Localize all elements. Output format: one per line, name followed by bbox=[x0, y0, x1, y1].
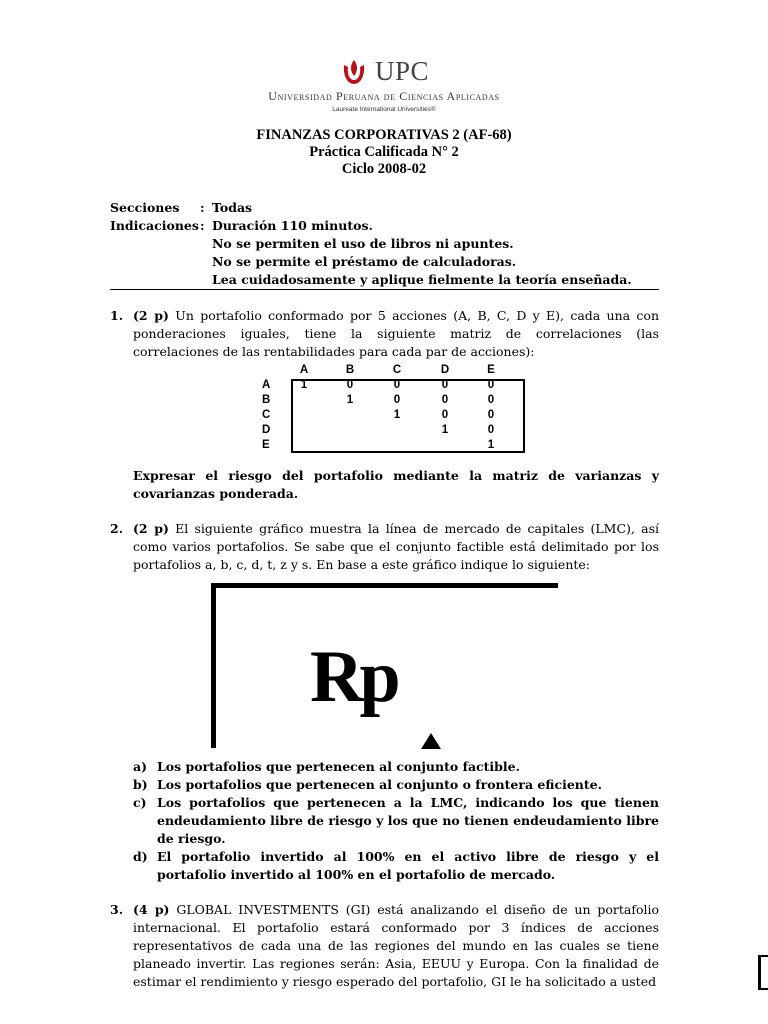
matrix-cell: 0 bbox=[346, 379, 354, 391]
question-points: (4 p) bbox=[133, 902, 170, 917]
secciones-label: Secciones bbox=[110, 200, 180, 215]
question-text: El siguiente gráfico muestra la línea de mercado de capitales (LMC), así como varios portafolios. Se sabe que el conjunto factible está delimitado por los portafolios a, b, c, d, t, z y s. En base a este gráfico indique lo siguiente: bbox=[133, 521, 660, 572]
matrix-column-header: B bbox=[345, 364, 355, 376]
list-item: c) Los portafolios que pertenecen a la LMC, indicando los que tienen endeudamiento libre de riesgo y los que no tienen endeudamiento libre de riesgo. bbox=[133, 795, 659, 846]
question-number: 2. bbox=[110, 521, 124, 536]
question-points: (2 p) bbox=[133, 308, 169, 323]
list-item: a) Los portafolios que pertenecen al conjunto factible. bbox=[133, 759, 520, 774]
exam-info: Secciones : Todas Indicaciones : Duración 110 minutos. No se permiten el uso de libros ni apuntes. No se permite el préstamo de calculadoras. Lea cuidadosamente y aplique fielmente la teoría enseñada. bbox=[110, 200, 632, 287]
matrix-cell: 0 bbox=[441, 394, 449, 406]
indicacion-line: Lea cuidadosamente y aplique fielmente la teoría enseñada. bbox=[212, 272, 632, 287]
secciones-value: Todas bbox=[212, 200, 253, 215]
question-2 bbox=[110, 520, 659, 574]
matrix-row-header: E bbox=[262, 439, 270, 451]
question-1-instruction: Expresar el riesgo del portafolio mediante la matriz de varianzas y covarianzas ponderada. bbox=[133, 468, 659, 501]
matrix-cell: 1 bbox=[393, 409, 401, 421]
upc-emblem-icon bbox=[339, 57, 369, 87]
matrix-cell: 0 bbox=[487, 409, 495, 421]
matrix-cell: 0 bbox=[487, 424, 495, 436]
matrix-row-header: D bbox=[262, 424, 271, 436]
matrix-row-header: C bbox=[262, 409, 271, 421]
matrix-column-header: D bbox=[440, 364, 450, 376]
indicaciones-label: Indicaciones bbox=[110, 218, 199, 233]
matrix-cell: 0 bbox=[393, 394, 401, 406]
question-text: GLOBAL INVESTMENTS (GI) está analizando el diseño de un portafolio internacional. El portafolio estará conformado por 3 índices de acciones representativos de cada una de las regiones del mundo en las cuales se tiene planeado invertir. Las regiones serán: Asia, EEUU y Europa. Con la finalidad de estimar el rendimiento y riesgo esperado del portafolio, GI le ha solicitado a usted bbox=[133, 902, 660, 989]
matrix-cell: 0 bbox=[441, 379, 449, 391]
question-points: (2 p) bbox=[133, 521, 169, 536]
university-affiliation: Laureate International Universities® bbox=[332, 106, 436, 113]
matrix-row-header: A bbox=[262, 379, 271, 391]
indicacion-line: No se permiten el uso de libros ni apuntes. bbox=[212, 236, 514, 251]
indicacion-line: Duración 110 minutos. bbox=[212, 218, 373, 233]
matrix-cell: 0 bbox=[441, 409, 449, 421]
matrix-cell: 1 bbox=[441, 424, 449, 436]
question-2-items bbox=[133, 758, 659, 884]
indicacion-line: No se permite el préstamo de calculadoras. bbox=[212, 254, 517, 269]
matrix-cell: 0 bbox=[487, 379, 495, 391]
matrix-column-header: A bbox=[299, 364, 309, 376]
figure-top-line bbox=[211, 583, 558, 588]
figure-axis-label: Rp bbox=[310, 636, 397, 718]
matrix-cell: 1 bbox=[300, 379, 308, 391]
question-text: Un portafolio conformado por 5 acciones (A, B, C, D y E), cada una con ponderaciones iguales, tiene la siguiente matriz de correlaciones (las correlaciones de las rentabilidades para cada par de acciones): bbox=[133, 308, 660, 359]
matrix-cell: 0 bbox=[393, 379, 401, 391]
matrix-column-header: E bbox=[487, 364, 495, 376]
arrow-up-icon bbox=[421, 733, 441, 749]
matrix-cell: 1 bbox=[346, 394, 354, 406]
university-name: Universidad Peruana de Ciencias Aplicadas bbox=[268, 89, 500, 103]
page-edge-mark bbox=[758, 955, 768, 990]
figure-y-axis bbox=[211, 583, 216, 748]
exam-title bbox=[0, 127, 768, 178]
matrix-cell: 1 bbox=[487, 439, 495, 451]
list-item: b) Los portafolios que pertenecen al conjunto o frontera eficiente. bbox=[133, 777, 602, 792]
logo-text: UPC bbox=[374, 56, 430, 86]
question-1 bbox=[110, 307, 659, 361]
matrix-row-header: B bbox=[262, 394, 271, 406]
cycle-label: Ciclo 2008-02 bbox=[341, 161, 427, 177]
matrix-column-header: C bbox=[392, 364, 402, 376]
question-number: 1. bbox=[110, 308, 124, 323]
question-3 bbox=[110, 901, 659, 991]
question-number: 3. bbox=[110, 902, 124, 917]
university-logo bbox=[0, 56, 768, 113]
list-item: d) El portafolio invertido al 100% en el activo libre de riesgo y el portafolio invertido al 100% en el portafolio de mercado. bbox=[133, 849, 659, 882]
course-title: FINANZAS CORPORATIVAS 2 (AF-68) bbox=[256, 127, 512, 143]
matrix-cell: 0 bbox=[487, 394, 495, 406]
exam-name: Práctica Calificada N° 2 bbox=[309, 144, 459, 160]
divider bbox=[110, 289, 659, 290]
